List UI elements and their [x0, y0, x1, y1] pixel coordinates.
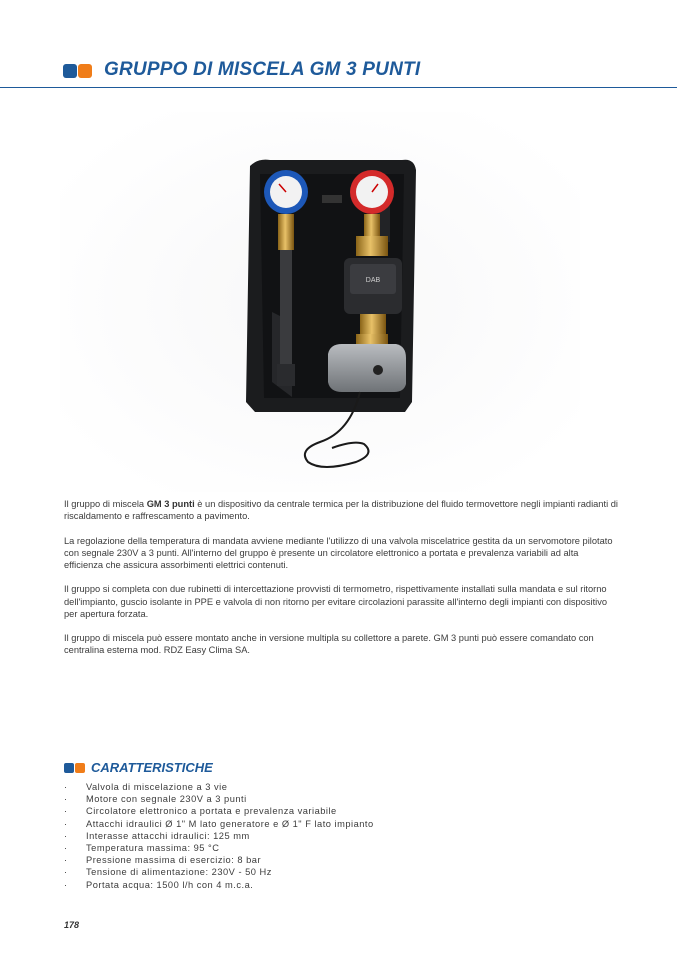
feature-text: Valvola di miscelazione a 3 vie — [86, 782, 228, 792]
bullet-icon: · — [64, 818, 68, 829]
feature-text: Temperatura massima: 95 °C — [86, 843, 220, 854]
feature-text: Circolatore elettronico a portata e prevalenza variabile — [86, 806, 337, 817]
features-title: CARATTERISTICHE — [91, 760, 213, 775]
blue-square-icon — [64, 763, 74, 773]
bullet-icon: · — [64, 855, 68, 866]
feature-item — [64, 842, 584, 854]
feature-item — [64, 854, 584, 866]
features-heading — [64, 760, 213, 775]
bullet-icon: · — [64, 879, 68, 890]
bullet-icon: · — [64, 806, 68, 817]
bullet-icon: · — [64, 794, 68, 805]
page-number: 178 — [64, 920, 80, 930]
description-paragraph-4: Il gruppo di miscela può essere montato anche in versione multipla su collettore a parete. GM 3 punti può essere comandato con centralina esterna mod. RDZ Easy Clima SA. — [64, 633, 594, 656]
bullet-icon: · — [64, 830, 68, 841]
feature-text: Attacchi idraulici Ø 1" M lato generatore e Ø 1" F lato impianto — [86, 818, 374, 829]
bullet-icon: · — [64, 843, 68, 854]
description-paragraph-3: Il gruppo si completa con due rubinetti di intercettazione provvisti di termometro, rispettivamente installati sulla mandata e sul ritorno dell'impianto, guscio isolante in PPE e valvola di non ritorno per evitare circolazioni parassite all'interno degli impianti con dispositivo per apertura forzata. — [64, 584, 608, 619]
brand-squares-icon — [63, 64, 92, 78]
feature-text: Portata acqua: 1500 l/h con 4 m.c.a. — [86, 879, 254, 890]
description-paragraph-1: Il gruppo di miscela GM 3 punti è un dispositivo da centrale termica per la distribuzione del fluido termovettore negli impianti radianti di riscaldamento e raffrescamento a pavimento. — [64, 499, 618, 522]
feature-text: Motore con segnale 230V a 3 punti — [86, 794, 247, 805]
orange-square-icon — [78, 64, 92, 78]
feature-item — [64, 793, 584, 805]
mixing-group-product-photo — [60, 112, 580, 492]
feature-item — [64, 866, 584, 878]
feature-text: Pressione massima di esercizio: 8 bar — [86, 855, 262, 866]
feature-item — [64, 781, 584, 793]
feature-text: Interasse attacchi idraulici: 125 mm — [86, 830, 250, 841]
feature-item — [64, 879, 584, 891]
feature-text: Tensione di alimentazione: 230V - 50 Hz — [86, 867, 272, 878]
description-text — [64, 498, 619, 669]
feature-item — [64, 830, 584, 842]
bullet-icon: · — [64, 867, 68, 878]
product-name-bold: GM 3 punti — [146, 499, 195, 509]
feature-item — [64, 805, 584, 817]
description-paragraph-2: La regolazione della temperatura di mandata avviene mediante l'utilizzo di una valvola miscelatrice gestita da un servomotore pilotato con segnale 230V a 3 punti. All'interno del gruppo è presente un circolatore elettronico a portata e prevalenza variabili ad alta efficienza che assicura assorbimenti elettrici contenuti. — [64, 535, 613, 570]
page-header — [0, 0, 677, 90]
bullet-icon: · — [64, 782, 68, 792]
orange-square-icon — [75, 763, 85, 773]
pump-label: DAB — [365, 277, 381, 284]
section-squares-icon — [64, 763, 85, 773]
page-title: GRUPPO DI MISCELA GM 3 PUNTI — [104, 59, 421, 80]
features-list — [64, 781, 584, 891]
header-divider — [0, 87, 677, 88]
feature-item — [64, 818, 584, 830]
blue-square-icon — [63, 64, 77, 78]
